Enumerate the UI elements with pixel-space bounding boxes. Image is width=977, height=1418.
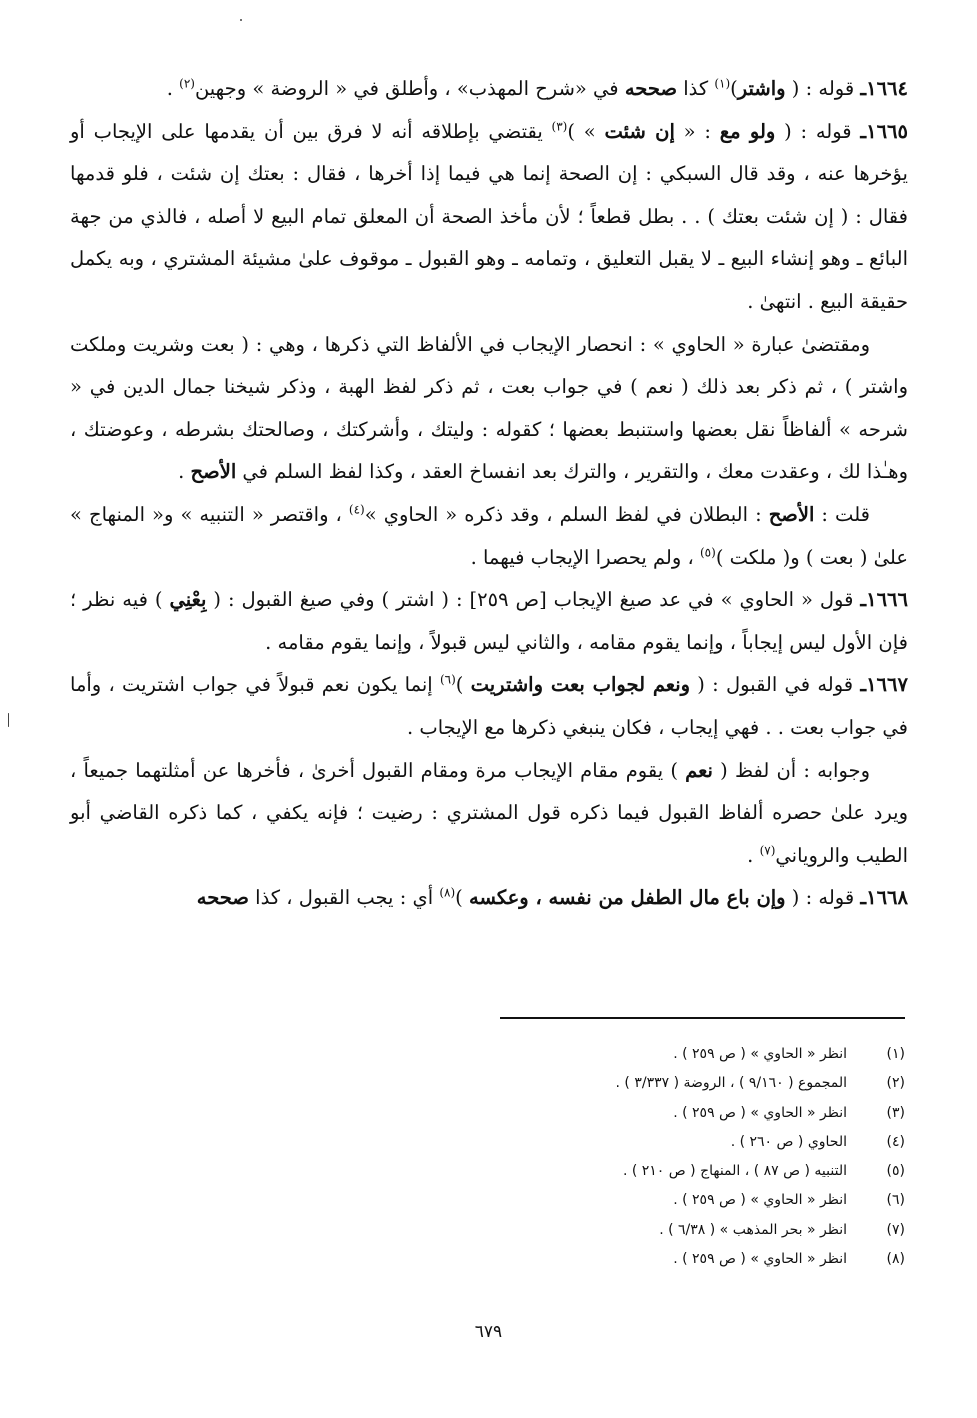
bold-text: وإن باع مال الطفل من نفسه ، وعكسه [468,886,786,910]
bold-text: صححه [624,77,677,100]
footnote-text: انظر « الحاوي » ( ص ٢٥٩ ) . [673,1046,847,1062]
text-run: » ) [567,119,605,143]
text-run: قوله في القبول : ( [690,673,861,697]
bold-text: ولو مع [719,119,776,143]
footnote-number: (٢) [886,1075,905,1092]
footnote-text: انظر « بحر المذهب » ( ٦/٣٨ ) . [659,1221,847,1238]
bold-text: بِعْنِي [169,588,207,612]
bold-text: صححه [196,886,249,910]
footnote-ref: (٨) [439,885,456,900]
footnote-text: المجموع ( ٩/١٦٠ ) ، الروضة ( ٣/٣٣٧ ) . [615,1075,847,1092]
footnote-number: (٧) [886,1221,905,1238]
footnote-text: انظر « الحاوي » ( ص ٢٥٩ ) . [673,1251,847,1268]
footnote-text: التنبيه ( ص ٨٧ ) ، المنهاج ( ص ٢١٠ ) . [622,1163,847,1180]
page-number: ٦٧٩ [474,1322,503,1342]
paragraph-p1664 [70,68,908,111]
footnote-item [420,1069,905,1098]
paragraph-p-qult [70,494,908,579]
text-run: ، ولم يحصرا الإيجاب فيهما . [470,545,700,569]
text-run: . [166,77,180,100]
bold-text: إن شئت [604,119,675,143]
text-run: قول « الحاوي » في عد صيغ الإيجاب [ص ٢٥٩] : ( اشتر ) وفي صيغ القبول : ( [206,588,861,612]
footnote-number: (٥) [886,1163,905,1180]
footnote-item [420,1128,905,1157]
footnote-ref: (٥) [699,545,716,560]
text-run: ) [730,77,738,100]
text-run: ) [455,673,471,697]
text-run: ) فيه نظر ؛ فإن الأول ليس إيجاباً ، وإنما يقوم مقامه ، والثاني ليس قبولاً ، وإنما يقوم مقامه . [70,588,908,654]
footnote-ref: (٣) [551,119,568,134]
footnote-ref: (٦) [439,672,456,687]
text-run: وجوابه : أن لفظ ( [712,758,870,782]
text-run: ) يقوم مقام الإيجاب مرة ومقام القبول أخرىٰ ، فأخرها عن أمثلتهما جميعاً ، ويرد علىٰ حصره ألفاظ القبول فيما ذكره قول المشتري : رضيت ؛ فإنه يكفي ، كما ذكره القاضي أبو الطيب والروياني [70,758,908,867]
footnote-number: (٤) [886,1133,905,1150]
text-run: ومقتضىٰ عبارة « الحاوي » : انحصار الإيجاب في الألفاظ التي ذكرها ، وهي : ( بعت وشريت وملكت واشتر ) ، ثم ذكر بعد ذلك ( نعم ) في جواب بعت ، ثم ذكر لفظ الهبة ، وذكر شيخنا جمال الدين في « شرحه » ألفاظاً نقل بعضها واستنبط بعضها ؛ كقوله : وليتك ، وأشركتك ، وصالحتك بشرطه ، وعوضتك ، وهـٰذا لك ، وعقدت معك ، والتقرير ، والترك بعد انفساخ العقد ، وكذا لفظ السلم في [70,332,908,484]
text-run: قوله : ( [775,119,861,143]
footnote-text: الحاوي ( ص ٢٦٠ ) . [730,1133,847,1150]
text-run: : البطلان في لفظ السلم ، وقد ذكره « الحاوي » [364,502,769,526]
bold-text: واشتر [737,77,786,100]
bold-text: ونعم لجواب بعت واشتريت [470,673,691,697]
bold-text: ١٦٦٤ـ [860,77,908,100]
main-text [70,68,908,920]
footnote-item [420,1245,905,1274]
text-run: إنما يكون نعم قبولاً في جواب اشتريت ، وأما في جواب بعت . . فهي إيجاب ، فكان ينبغي ذكرها مع الإيجاب . [70,673,908,739]
footnote-ref: (٤) [348,502,365,517]
bold-text: الأصح [768,502,815,526]
text-run: قلت : [814,502,870,526]
paragraph-p-jawab [70,750,908,878]
text-run: . [747,843,760,867]
text-run: . [178,460,191,484]
text-run: ، واقتصر « التنبيه » و« المنهاج » علىٰ ( بعت ) و( ملكت ) [70,502,908,569]
footnote-number: (٨) [886,1251,905,1268]
footnote-item [420,1040,905,1069]
text-run: أي : يجب القبول ، كذا [248,886,440,910]
footnote-ref: (١) [714,76,731,91]
footnote-text: انظر « الحاوي » ( ص ٢٥٩ ) . [673,1192,847,1209]
paragraph-p1665 [70,111,908,324]
bold-text: الأصح [190,460,237,484]
text-run: يقتضي بإطلاقه أنه لا فرق بين أن يقدمها على الإيجاب أو يؤخرها عنه ، وقد قال السبكي : إن الصحة إنما هي فيما إذا أخرها ، فقال : بعتك إن شئت ، فلو قدمها فقال : ( إن شئت بعتك ) . . بطل قطعاً ؛ لأن مأخذ الصحة أن المعلق تمام البيع لا أصله ، فالذي من جهة البائع ـ وهو إنشاء البيع ـ لا يقبل التعليق ، وتمامه ـ وهو القبول ـ موقوف علىٰ مشيئة المشتري ، وبه يكمل حقيقة البيع . انتهىٰ . [70,119,908,313]
bold-text: ١٦٦٧ـ [860,673,908,697]
text-run: : « [674,119,720,143]
footnote-item [420,1186,905,1215]
text-run: كذا [677,77,715,100]
paragraph-p1668 [70,877,908,920]
footnote-number: (١) [886,1046,905,1062]
text-run: ) [455,886,469,910]
footnote-ref: (٧) [759,843,776,858]
bold-text: ١٦٦٥ـ [860,119,909,143]
footnote-item [420,1157,905,1186]
footnote-ref: (٢) [179,76,195,91]
bold-text: نعم [685,758,713,782]
footnote-divider [500,1017,905,1019]
scan-speck [8,713,9,727]
text-run: قوله : ( [785,886,861,910]
paragraph-p1666 [70,579,908,664]
paragraph-p-hawi [70,324,908,494]
text-run: في «شرح المهذب» ، وأطلق في « الروضة » وجهين [194,77,625,100]
footnote-number: (٦) [886,1192,905,1209]
footnote-item [420,1216,905,1245]
footnote-item [420,1099,905,1128]
bold-text: ١٦٦٦ـ [860,588,908,612]
footnote-number: (٣) [886,1104,905,1121]
footnotes [420,1040,905,1274]
text-run: قوله : ( [785,77,861,100]
scan-speck [240,19,242,21]
bold-text: ١٦٦٨ـ [860,886,908,910]
paragraph-p1667 [70,664,908,749]
footnote-text: انظر « الحاوي » ( ص ٢٥٩ ) . [673,1104,847,1121]
